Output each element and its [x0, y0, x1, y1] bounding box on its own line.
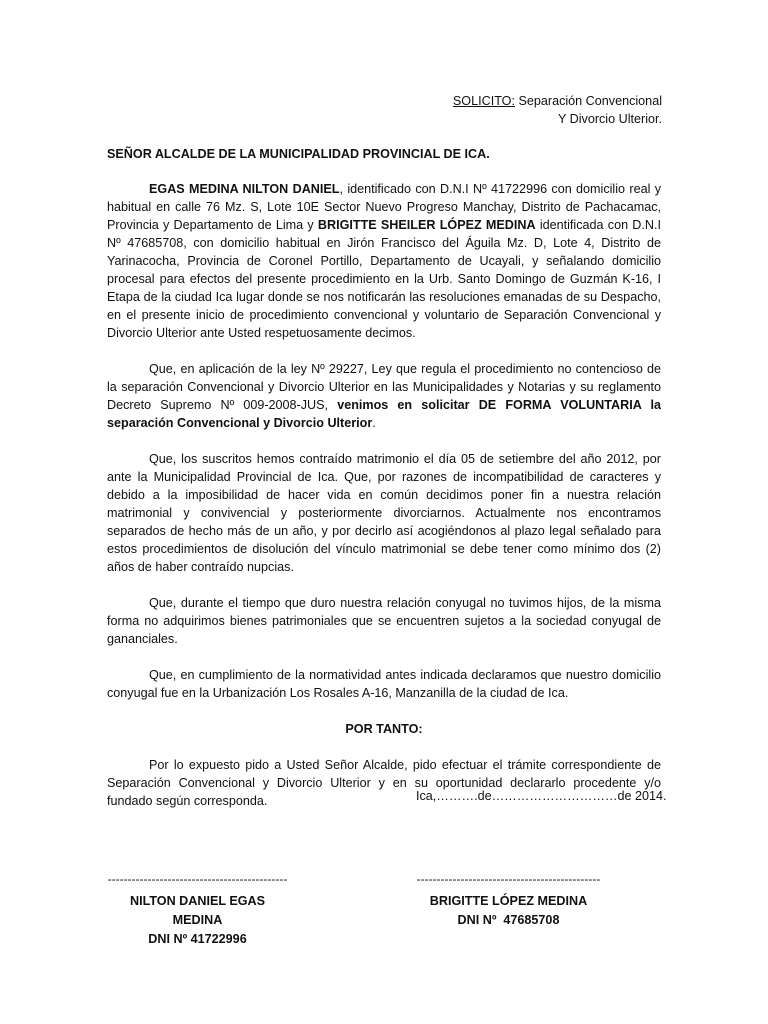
subject-line-1	[453, 92, 662, 110]
signature-right	[406, 872, 611, 930]
legal-request-bold: venimos en solicitar DE FORMA VOLUNTARIA la separación Convencional y Divorcio Ulterior	[107, 398, 661, 430]
petitioner-1-name: EGAS MEDINA NILTON DANIEL	[149, 182, 340, 196]
signer-dni-left: DNI Nº 41722996	[148, 932, 247, 946]
paragraph-no-children: Que, durante el tiempo que duro nuestra relación conyugal no tuvimos hijos, de la misma forma no adquirimos bienes patrimoniales que se encuentren sujetos a la sociedad conyugal de gananciales.	[107, 596, 661, 646]
subject-block	[453, 92, 662, 128]
legal-text-2: .	[372, 416, 376, 430]
petitioner-2-name: BRIGITTE SHEILER LÓPEZ MEDINA	[317, 218, 536, 232]
paragraph-legal-basis	[107, 360, 661, 432]
signer-name-left: NILTON DANIEL EGAS MEDINA	[129, 894, 266, 927]
date-line: Ica,……….de…………………………de 2014.	[416, 789, 667, 803]
intro-text-2: identificada con D.N.I Nº 47685708, con domicilio habitual en Jirón Francisco del Águila Mz. D, Lote 4, Distrito de Yarinacocha, Provincia de Coronel Portillo, Departamento de Ucayali, y señalando domicilio procesal para efectos del presente procedimiento en la Urb. Santo Domingo de Guzmán K-16, I Etapa de la ciudad Ica lugar donde se nos notificarán las resoluciones emanadas de su Despacho, en el presente inicio de procedimiento convencional y voluntario de Separación Convencional y Divorcio Ulterior ante Usted respetuosamente decimos.	[107, 218, 661, 340]
signer-dni-right: DNI Nº 47685708	[457, 913, 560, 927]
signature-line-right: ----------------------------------------------	[416, 872, 601, 886]
legal-text-1: Que, en aplicación de la ley Nº 29227, Ley que regula el procedimiento no contencioso de la separación Convencional y Divorcio Ulterior en las Municipalidades y Notarias y su reglamento Decreto Supremo Nº 009-2008-JUS,	[107, 362, 661, 412]
intro-text-1: , identificado con D.N.I Nº 41722996 con domicilio real y habitual en calle 76 Mz. S, Lote 10E Sector Nuevo Progreso Manchay, Distrito de Pachacamac, Provincia y Departamento de Lima y	[107, 182, 661, 232]
subject-text-1: Separación Convencional	[514, 94, 662, 108]
addressee: SEÑOR ALCALDE DE LA MUNICIPALIDAD PROVINCIAL DE ICA.	[107, 147, 490, 161]
paragraph-introduction	[107, 180, 661, 342]
document-body	[107, 180, 661, 828]
subject-label: SOLICITO:	[452, 94, 515, 108]
signer-name-right: BRIGITTE LÓPEZ MEDINA	[429, 894, 588, 908]
por-tanto-heading: POR TANTO:	[345, 722, 423, 736]
paragraph-domicile: Que, en cumplimiento de la normatividad antes indicada declaramos que nuestro domicilio conyugal fue en la Urbanización Los Rosales A-16, Manzanilla de la ciudad de Ica.	[107, 668, 661, 700]
subject-line-2: Y Divorcio Ulterior.	[557, 112, 662, 126]
signature-line-left: ---------------------------------------------	[107, 872, 288, 886]
paragraph-marriage: Que, los suscritos hemos contraído matrimonio el día 05 de setiembre del año 2012, por ante la Municipalidad Provincial de Ica. Que, por razones de incompatibilidad de caracteres y debido a la imposibilidad de hacer vida en común decidimos poner fin a nuestra relación matrimonial y convivencial y posteriormente divorciarnos. Actualmente nos encontramos separados de hecho más de un año, y por decirlo así acogiéndonos al plazo legal señalado para estos procedimientos de disolución del vínculo matrimonial se debe tener como mínimo dos (2) años de haber contraído nupcias.	[107, 452, 661, 574]
signature-left	[105, 872, 290, 949]
paragraph-request: Por lo expuesto pido a Usted Señor Alcalde, pido efectuar el trámite correspondiente de Separación Convencional y Divorcio Ulterior y en su oportunidad declararlo procedente y/o fundado según corresponda.	[107, 758, 661, 808]
